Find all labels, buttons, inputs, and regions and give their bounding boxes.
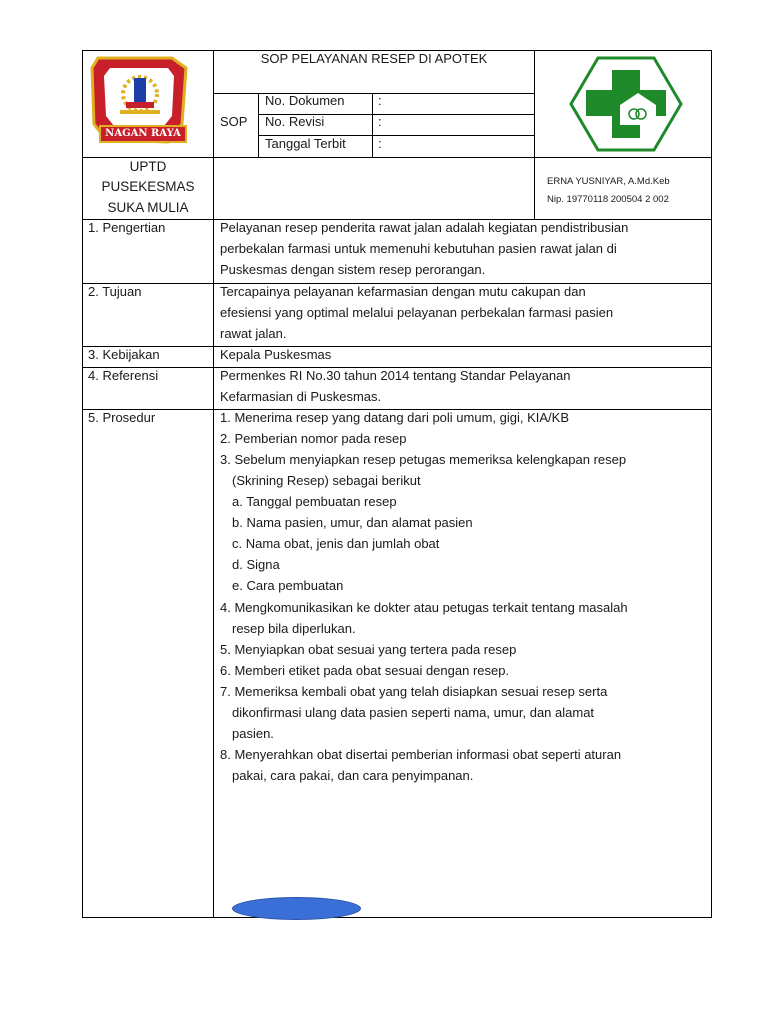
- document-title: SOP PELAYANAN RESEP DI APOTEK: [260, 51, 488, 66]
- field-value-no-revisi: :: [378, 114, 382, 129]
- signer-nip: Nip. 19770118 200504 2 002: [547, 194, 669, 205]
- institution-line-2: PUSEKESMAS: [101, 179, 195, 194]
- pengertian-text: Puskesmas dengan sistem resep perorangan.: [220, 262, 486, 277]
- prosedur-step: (Skrining Resep) sebagai berikut: [232, 473, 421, 488]
- field-value-tanggal-terbit: :: [378, 136, 382, 151]
- field-label-no-dokumen: No. Dokumen: [265, 93, 345, 108]
- puskesmas-logo: [568, 55, 684, 153]
- institution-line-1: UPTD: [129, 159, 167, 174]
- prosedur-step: 4. Mengkomunikasikan ke dokter atau petugas terkait tentang masalah: [220, 600, 628, 615]
- prosedur-step: resep bila diperlukan.: [232, 621, 356, 636]
- pengertian-text: perbekalan farmasi untuk memenuhi kebutuhan pasien rawat jalan di: [220, 241, 617, 256]
- prosedur-subitem: b. Nama pasien, umur, dan alamat pasien: [232, 515, 473, 530]
- sop-label: SOP: [220, 114, 248, 129]
- prosedur-subitem: a. Tanggal pembuatan resep: [232, 494, 397, 509]
- prosedur-subitem: d. Signa: [232, 557, 280, 572]
- prosedur-step: dikonfirmasi ulang data pasien seperti nama, umur, dan alamat: [232, 705, 595, 720]
- prosedur-step: 1. Menerima resep yang datang dari poli umum, gigi, KIA/KB: [220, 410, 570, 425]
- referensi-text: Permenkes RI No.30 tahun 2014 tentang Standar Pelayanan: [220, 368, 571, 383]
- tujuan-text: Tercapainya pelayanan kefarmasian dengan mutu cakupan dan: [220, 284, 586, 299]
- field-label-tanggal-terbit: Tanggal Terbit: [265, 136, 346, 151]
- section-label-pengertian: 1. Pengertian: [88, 220, 166, 235]
- prosedur-subitem: e. Cara pembuatan: [232, 578, 344, 593]
- tujuan-text: rawat jalan.: [220, 326, 287, 341]
- institution-line-3: SUKA MULIA: [107, 200, 189, 215]
- field-label-no-revisi: No. Revisi: [265, 114, 325, 129]
- section-label-prosedur: 5. Prosedur: [88, 410, 156, 425]
- prosedur-step: 8. Menyerahkan obat disertai pemberian informasi obat seperti aturan: [220, 747, 622, 762]
- section-label-tujuan: 2. Tujuan: [88, 284, 142, 299]
- prosedur-step: 3. Sebelum menyiapkan resep petugas memeriksa kelengkapan resep: [220, 452, 627, 467]
- signer-name: ERNA YUSNIYAR, A.Md.Keb: [547, 176, 670, 187]
- prosedur-step: 6. Memberi etiket pada obat sesuai dengan resep.: [220, 663, 510, 678]
- prosedur-step: 7. Memeriksa kembali obat yang telah disiapkan sesuai resep serta: [220, 684, 608, 699]
- nagan-raya-logo: [88, 54, 198, 150]
- referensi-text: Kefarmasian di Puskesmas.: [220, 389, 382, 404]
- stamp-ellipse: [232, 897, 361, 920]
- tujuan-text: efesiensi yang optimal melalui pelayanan perbekalan farmasi pasien: [220, 305, 614, 320]
- pengertian-text: Pelayanan resep penderita rawat jalan adalah kegiatan pendistribusian: [220, 220, 629, 235]
- prosedur-step: pasien.: [232, 726, 274, 741]
- section-label-referensi: 4. Referensi: [88, 368, 159, 383]
- kebijakan-text: Kepala Puskesmas: [220, 347, 332, 362]
- logo-caption: NAGAN RAYA: [105, 128, 181, 139]
- section-label-kebijakan: 3. Kebijakan: [88, 347, 160, 362]
- prosedur-step: 2. Pemberian nomor pada resep: [220, 431, 407, 446]
- puskesmas-cross-icon: [568, 55, 684, 153]
- prosedur-subitem: c. Nama obat, jenis dan jumlah obat: [232, 536, 440, 551]
- prosedur-step: 5. Menyiapkan obat sesuai yang tertera pada resep: [220, 642, 517, 657]
- field-value-no-dokumen: :: [378, 93, 382, 108]
- prosedur-step: pakai, cara pakai, dan cara penyimpanan.: [232, 768, 474, 783]
